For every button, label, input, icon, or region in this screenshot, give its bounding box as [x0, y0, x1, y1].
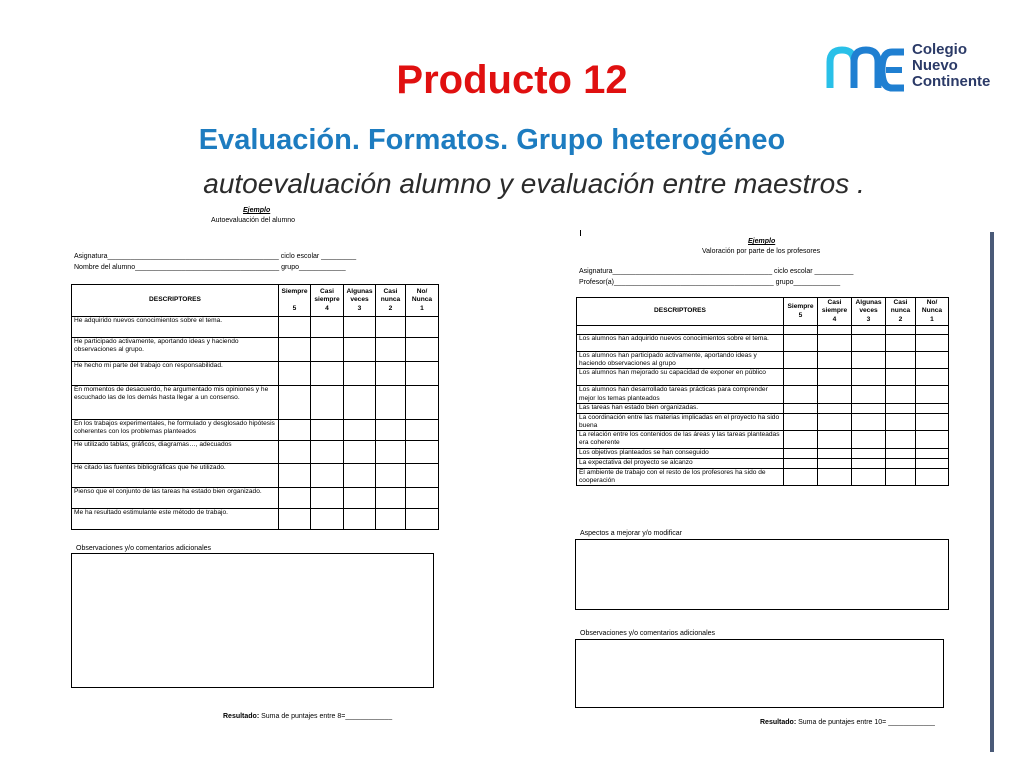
table-row: He participado activamente, aportando ideas y haciendo observaciones al grupo.	[72, 338, 439, 362]
left-header-almost-always: Casi siempre 4	[311, 285, 344, 317]
right-header-never: No/ Nunca 1	[916, 298, 949, 326]
right-descriptors-table	[576, 297, 949, 486]
right-observations-box[interactable]	[575, 639, 944, 708]
table-row: El ambiente de trabajo con el resto de los profesores ha sido de cooperación	[577, 468, 949, 485]
table-row: Me ha resultado estimulante este método de trabajo.	[72, 509, 439, 530]
table-row: Las tareas han estado bien organizadas.	[577, 403, 949, 413]
left-form-name-line: Nombre del alumno_____________________________________ grupo____________	[74, 264, 346, 271]
table-row: He hecho mi parte del trabajo con responsabilidad.	[72, 362, 439, 386]
table-row: Los alumnos han desarrollado tareas prácticas para comprender mejor los temas planteados	[577, 386, 949, 403]
table-row: He adquirido nuevos conocimientos sobre el tema.	[72, 317, 439, 338]
right-observations-label: Observaciones y/o comentarios adicionales	[580, 630, 716, 637]
table-row: En los trabajos experimentales, he formulado y desglosado hipótesis coherentes con los problemas planteados	[72, 420, 439, 441]
table-row: Los objetivos planteados se han conseguido	[577, 448, 949, 458]
slide-title: Producto 12	[396, 58, 628, 102]
logo-line-1: Colegio	[912, 41, 967, 58]
left-observations-label: Observaciones y/o comentarios adicionales	[76, 545, 212, 552]
table-row: Los alumnos han adquirido nuevos conocimientos sobre el tema.	[577, 335, 949, 352]
table-row: La relación entre los contenidos de las áreas y las tareas planteadas era coherente	[577, 431, 949, 448]
right-result-line: Resultado: Suma de puntajes entre 10= ____________	[760, 719, 935, 726]
table-row: He utilizado tablas, gráficos, diagramas…, adecuados	[72, 441, 439, 464]
table-row	[577, 326, 949, 335]
left-observations-box[interactable]	[71, 553, 434, 688]
right-improve-box[interactable]	[575, 539, 949, 610]
right-header-sometimes: Algunas veces 3	[852, 298, 886, 326]
logo-line-3: Continente	[912, 73, 991, 90]
right-header-always: Siempre 5	[784, 298, 818, 326]
student-self-evaluation-form	[60, 205, 450, 725]
left-form-tag: Ejemplo	[243, 207, 271, 214]
teacher-evaluation-form	[570, 238, 970, 738]
logo-text	[912, 42, 990, 90]
left-header-sometimes: Algunas veces 3	[344, 285, 376, 317]
left-result-line: Resultado: Suma de puntajes entre 8=____________	[223, 713, 393, 720]
right-form-subject-line: Asignatura_________________________________________ ciclo escolar __________	[579, 268, 854, 275]
table-row: La coordinación entre las materias implicadas en el proyecto ha sido buena	[577, 413, 949, 430]
right-header-descriptors: DESCRIPTORES	[577, 298, 784, 326]
table-row: He citado las fuentes bibliográficas que he utilizado.	[72, 464, 439, 488]
table-row: En momentos de desacuerdo, he argumentado mis opiniones y he escuchado las de los demás hasta llegar a un consenso.	[72, 386, 439, 420]
slide-subtitle-2: autoevaluación alumno y evaluación entre maestros .	[203, 168, 865, 199]
page-edge-divider	[990, 232, 994, 752]
page-tick-mark	[580, 230, 581, 236]
right-header-almost-always: Casi siempre 4	[818, 298, 852, 326]
right-form-teacher-line: Profesor(a)_________________________________________ grupo____________	[579, 279, 841, 286]
right-improve-label: Aspectos a mejorar y/o modificar	[580, 530, 682, 537]
table-row: Pienso que el conjunto de las tareas ha estado bien organizado.	[72, 488, 439, 509]
left-descriptors-table	[71, 284, 439, 530]
left-header-never: No/ Nunca 1	[406, 285, 439, 317]
logo-line-2: Nuevo	[912, 57, 958, 74]
logo-mark-icon	[826, 44, 908, 92]
slide-subtitle: Evaluación. Formatos. Grupo heterogéneo	[198, 124, 786, 156]
table-row: Los alumnos han participado activamente, aportando ideas y haciendo observaciones al grupo	[577, 352, 949, 369]
left-form-subject-line: Asignatura____________________________________________ ciclo escolar _________	[74, 253, 357, 260]
school-logo	[826, 42, 1016, 94]
table-row: La expectativa del proyecto se alcanzo	[577, 458, 949, 468]
right-form-heading: Valoración por parte de los profesores	[702, 248, 821, 255]
left-header-almost-never: Casi nunca 2	[376, 285, 406, 317]
left-header-always: Siempre 5	[279, 285, 311, 317]
table-row: Los alumnos han mejorado su capacidad de exponer en público	[577, 369, 949, 386]
left-header-descriptors: DESCRIPTORES	[72, 285, 279, 317]
right-form-tag: Ejemplo	[748, 238, 776, 245]
right-header-almost-never: Casi nunca 2	[886, 298, 916, 326]
left-form-heading: Autoevaluación del alumno	[211, 217, 296, 224]
